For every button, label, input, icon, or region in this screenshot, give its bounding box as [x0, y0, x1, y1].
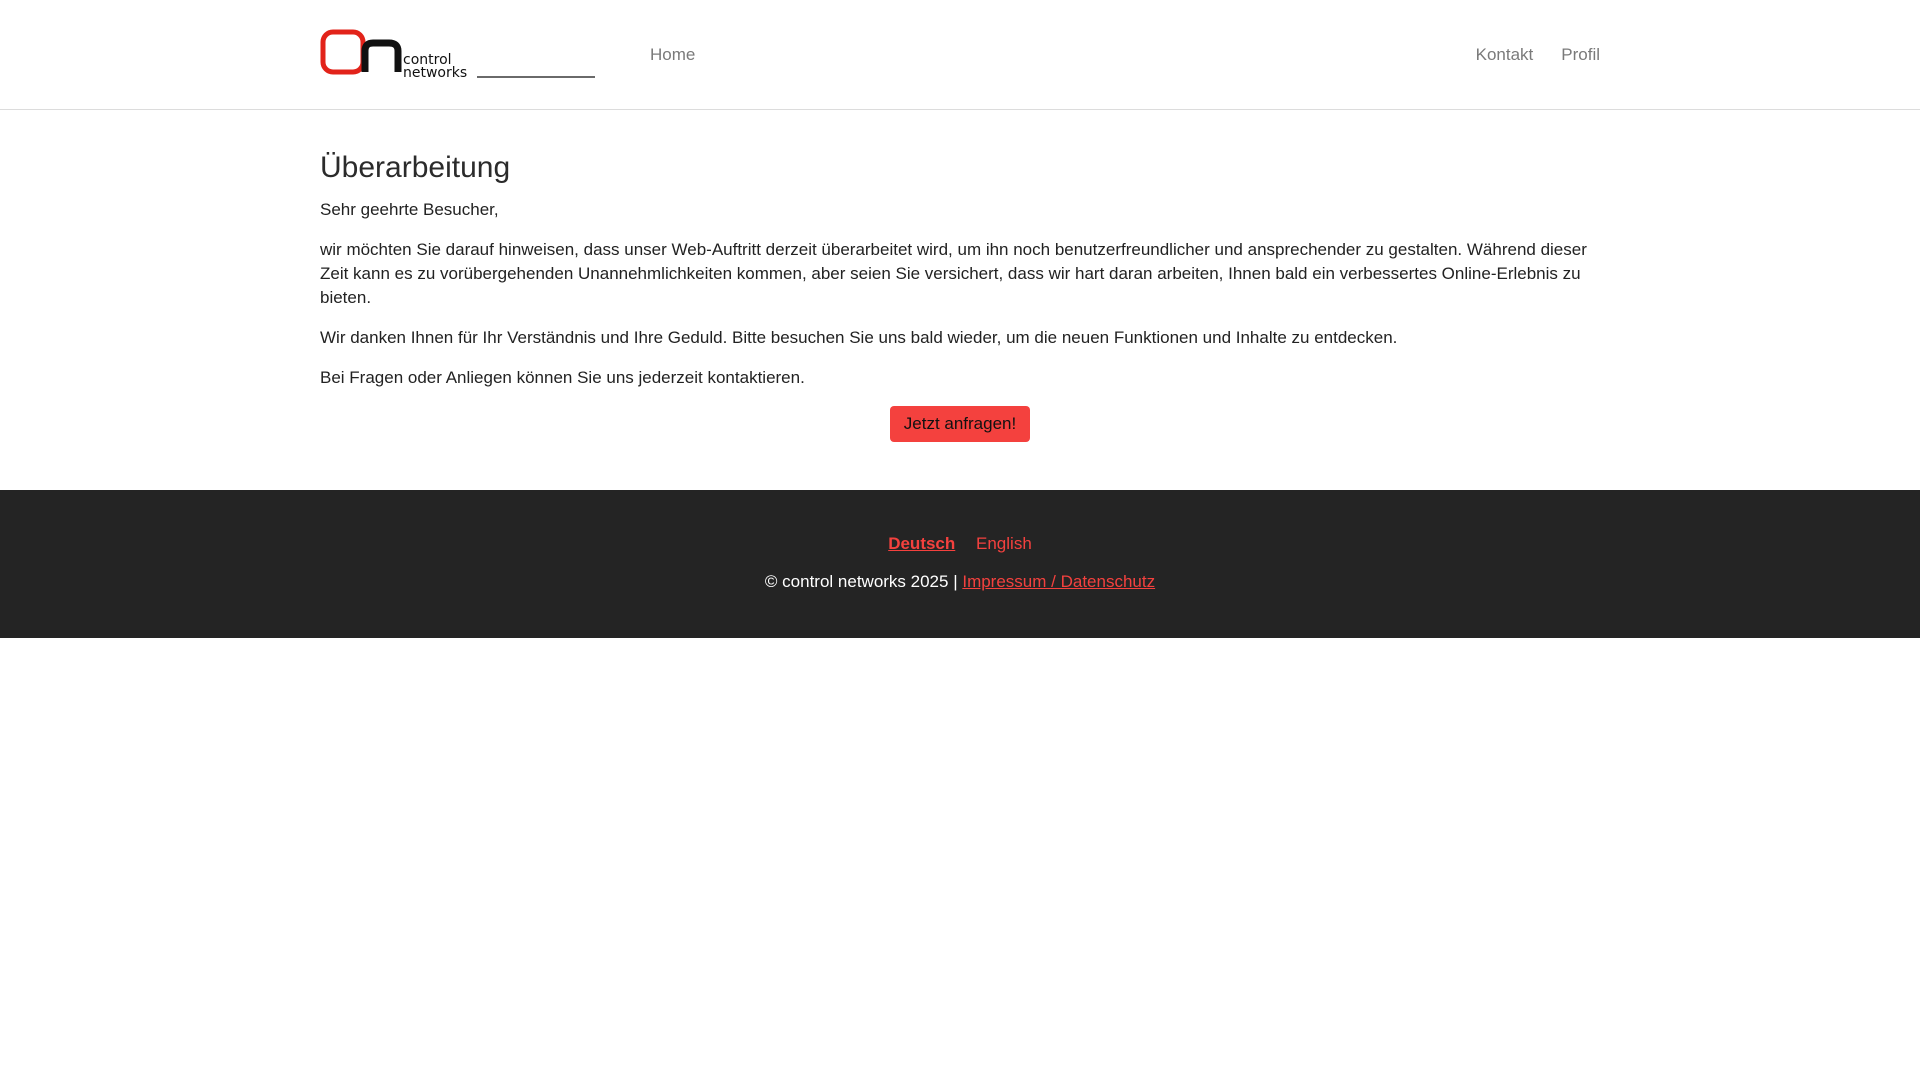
greeting: Sehr geehrte Besucher,: [320, 200, 499, 219]
language-switcher: [0, 534, 1920, 554]
logo[interactable]: [320, 29, 596, 81]
navbar-inner: [320, 0, 1600, 110]
logo-text-networks: networks: [403, 65, 468, 81]
cta-wrapper: [320, 406, 1600, 442]
main-content: [320, 110, 1600, 442]
logo-text-control: control: [403, 52, 452, 68]
page-title: Überarbeitung: [320, 151, 511, 184]
footer: [0, 490, 1920, 638]
nav-home[interactable]: Home: [650, 45, 696, 64]
nav-kontakt[interactable]: Kontakt: [1475, 45, 1534, 64]
copyright-text: © control networks 2025 |: [764, 572, 958, 591]
copyright-row: [0, 572, 1920, 592]
request-button[interactable]: Jetzt anfragen!: [890, 406, 1030, 442]
navbar: [0, 0, 1920, 110]
nav-profil[interactable]: Profil: [1561, 45, 1600, 64]
body-paragraph-thanks: Wir danken Ihnen für Ihr Verständnis und Ihre Geduld. Bitte besuchen Sie uns bald wieder, um die neuen Funktionen und Inhalte zu entdecken.: [320, 328, 1398, 347]
language-deutsch[interactable]: Deutsch: [888, 534, 956, 553]
legal-link[interactable]: Impressum / Datenschutz: [962, 572, 1156, 591]
body-paragraph-contact: Bei Fragen oder Anliegen können Sie uns jederzeit kontaktieren.: [320, 368, 805, 387]
language-english[interactable]: English: [976, 534, 1032, 553]
nav-right: [1462, 45, 1600, 65]
body-paragraph-notice: wir möchten Sie darauf hinweisen, dass unser Web-Auftritt derzeit überarbeitet wird, um ihn noch benutzerfreundlicher und ansprechender zu gestalten. Während dieser Zeit kann es zu vorübergehenden Unannehmlichkeiten kommen, aber seien Sie versichert, dass wir hart daran arbeiten, Ihnen bald ein verbessertes Online-Erlebnis zu bieten.: [320, 240, 1587, 307]
